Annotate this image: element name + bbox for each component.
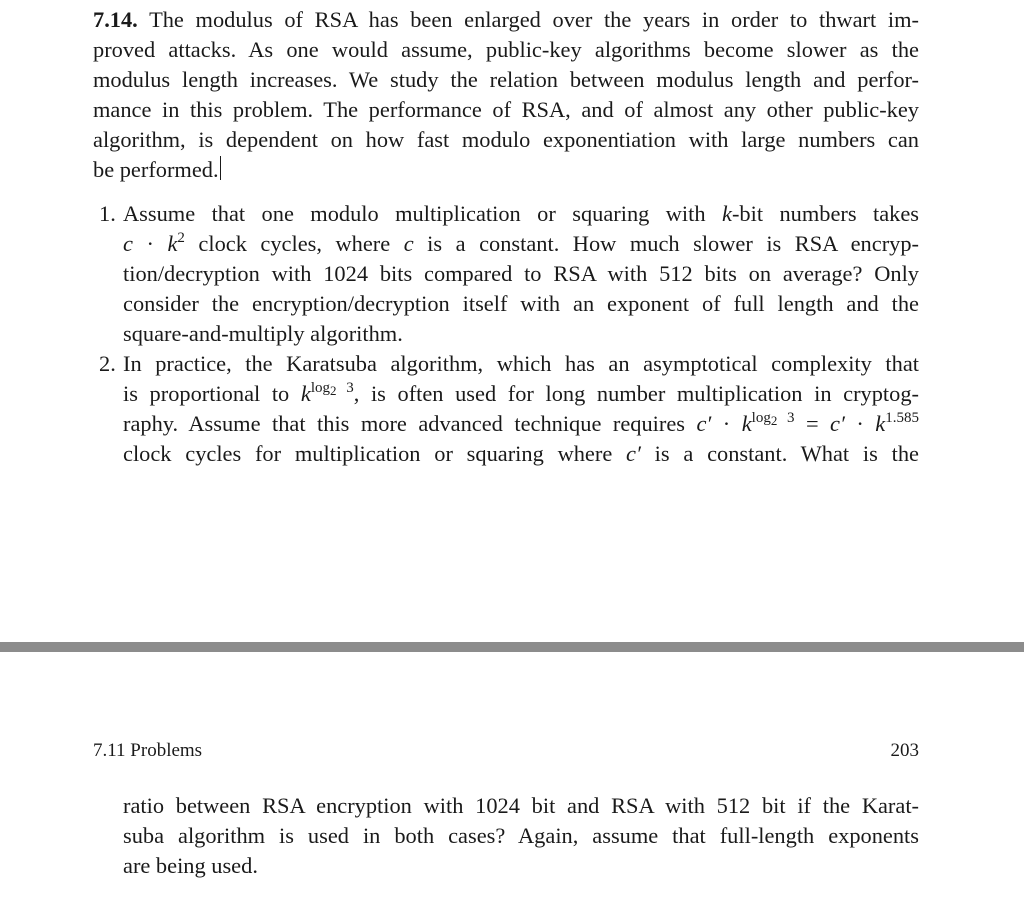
intro-line-2: proved attacks. As one would assume, public-key algorithms become slower as the [93,37,919,62]
problem-number: 7.14. [93,7,138,32]
intro-line-6 [93,155,919,185]
item2-line2-end: , is often used for long number multiplication in cryptog- [353,381,919,406]
problem-intro [93,5,919,185]
item2-line-4 [123,439,919,469]
continuation-line-3: are being used. [123,853,258,878]
log-arg: 3 [777,410,795,426]
item1-line2-mid: clock cycles, where [184,231,404,256]
item2-line4-end: is a constant. What is the [640,441,919,466]
var-c-prime: c′ [830,411,845,436]
var-k: k [875,411,886,436]
intro-text-1: The modulus of RSA has been enlarged over the years in order to thwart im- [149,7,919,32]
log-exponent [311,380,354,396]
item2-line-1: In practice, the Karatsuba algorithm, which has an asymptotical complexity that [123,351,919,376]
item1-line-3: tion/decryption with 1024 bits compared to RSA with 512 bits on average? Only [123,261,919,286]
continuation-line-2: suba algorithm is used in both cases? Again, assume that full-length exponents [123,823,919,848]
var-c: c [403,231,414,256]
item-body [123,199,919,349]
var-k: k [722,201,732,226]
item1-line1-text: Assume that one modulo multiplication or squaring with [123,201,706,226]
item1-line-1 [123,199,919,229]
var-k: k [300,381,311,406]
continuation-line-1: ratio between RSA encryption with 1024 bit and RSA with 512 bit if the Karat- [123,793,919,818]
log-exponent [752,410,795,426]
item2-line2-start: is proportional to [123,381,301,406]
var-c: c [123,231,133,256]
item2-line4-start: clock cycles for multiplication or squaring where [123,441,627,466]
page-separator [0,642,1024,652]
log-label: log [310,380,330,396]
question-continuation [123,791,919,881]
cdot: · [711,411,742,436]
item1-line1-end: -bit numbers takes [731,201,919,226]
item2-line3-start: raphy. Assume that this more advanced technique requires [123,411,697,436]
page-number: 203 [890,740,919,761]
exponent-value: 1.585 [885,410,919,426]
item-number: 2. [99,351,116,376]
var-k: k [167,231,178,256]
intro-line-3: modulus length increases. We study the relation between modulus length and perfor- [93,67,919,92]
exponent: 2 [177,230,185,246]
intro-line-1 [93,5,919,35]
cdot: · [844,411,876,436]
intro-text-6: be performed. [93,157,219,182]
equals-sign: = [794,411,831,436]
log-base: 2 [329,383,337,398]
item2-line-3 [123,409,919,439]
section-title: 7.11 Problems [93,740,203,761]
text-cursor [220,156,222,180]
var-k: k [741,411,752,436]
item1-line-5: square-and-multiply algorithm. [123,321,403,346]
item-body [123,349,919,469]
log-label: log [751,410,771,426]
cdot: · [132,231,168,256]
intro-line-4: mance in this problem. The performance of RSA, and of almost any other public-key [93,97,919,122]
item2-line-2 [123,379,919,409]
item1-line-4: consider the encryption/decryption itself with an exponent of full length and the [123,291,919,316]
item-number: 1. [99,201,116,226]
intro-line-5: algorithm, is dependent on how fast modulo exponentiation with large numbers can [93,127,919,152]
item1-line2-end: is a constant. How much slower is RSA encryp- [413,231,919,256]
log-base: 2 [770,413,778,428]
item1-line-2 [123,229,919,259]
var-c-prime: c′ [626,441,641,466]
log-arg: 3 [336,380,354,396]
var-c-prime: c′ [696,411,712,436]
